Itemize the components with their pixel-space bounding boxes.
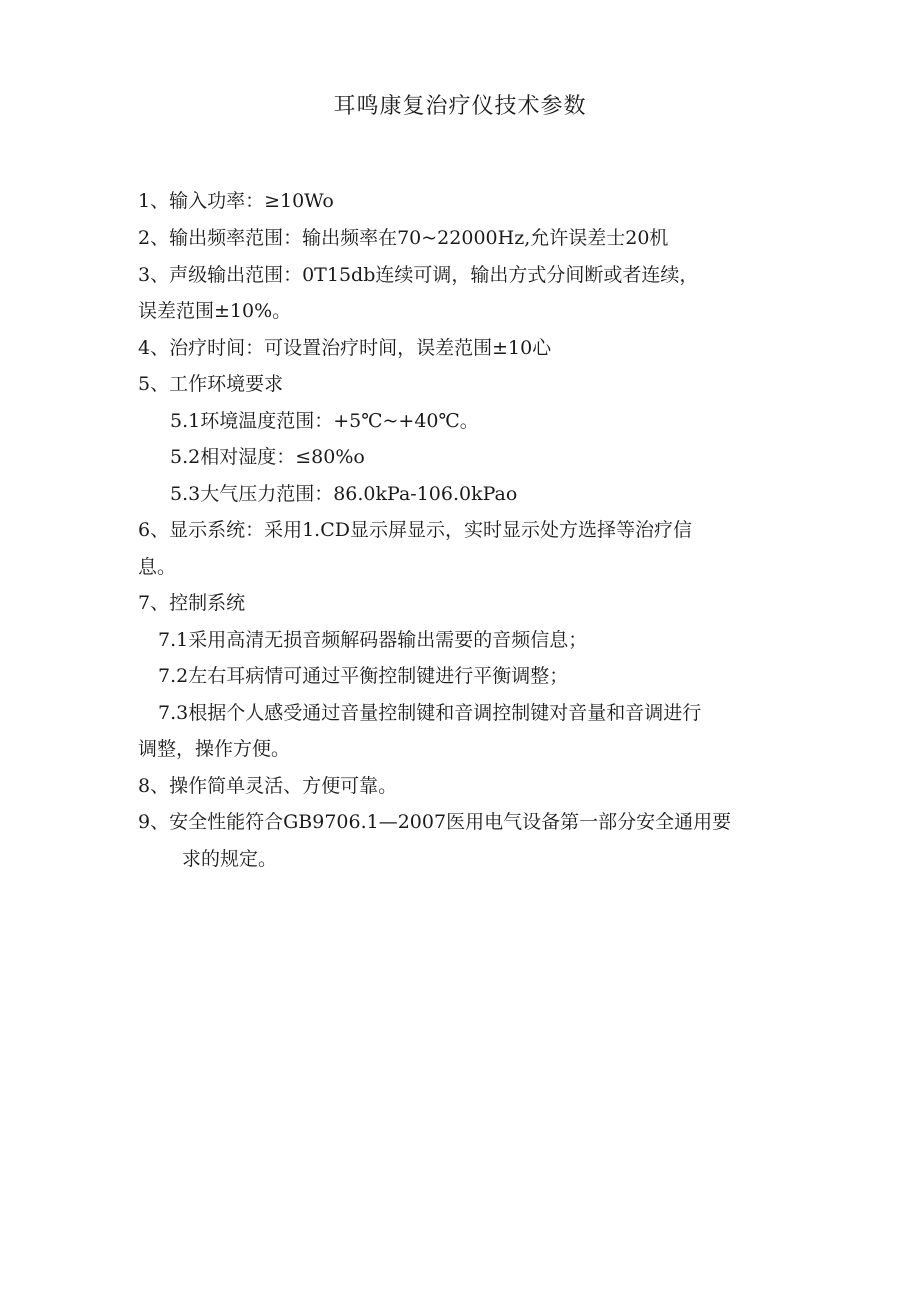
param-9-safety: 9、安全性能符合GB9706.1—2007医用电气设备第一部分安全通用要 [138,811,732,833]
param-6-display-cont: 息。 [138,556,177,578]
param-4-treatment-time: 4、治疗时间：可设置治疗时间，误差范围±10心 [138,337,552,359]
param-7-control: 7、控制系统 [138,592,246,614]
param-5-1-temperature: 5.1环境温度范围：+5℃~+40℃。 [170,410,479,432]
param-3-sound-level: 3、声级输出范围：0T15db连续可调，输出方式分间断或者连续， [138,264,699,286]
param-3-sound-level-cont: 误差范围±10%。 [138,300,292,322]
param-8-operation: 8、操作简单灵活、方便可靠。 [138,775,398,797]
param-6-display: 6、显示系统：采用1.CD显示屏显示，实时显示处方选择等治疗信 [138,519,692,541]
param-5-2-humidity: 5.2相对湿度：≤80%o [170,446,365,468]
param-9-safety-cont: 求的规定。 [182,848,278,870]
param-7-1-decoder: 7.1采用高清无损音频解码器输出需要的音频信息； [158,629,588,651]
param-7-3-volume-tone: 7.3根据个人感受通过音量控制键和音调控制键对音量和音调进行 [158,702,702,724]
document-title: 耳鸣康复治疗仪技术参数 [333,94,587,119]
param-5-3-pressure: 5.3大气压力范围：86.0kPa-106.0kPao [170,483,518,505]
param-5-environment: 5、工作环境要求 [138,373,284,395]
param-1-input-power: 1、输入功率：≥10Wo [138,190,334,212]
param-2-output-frequency: 2、输出频率范围：输出频率在70~22000Hz,允许误差士20机 [138,227,669,249]
param-7-2-balance: 7.2左右耳病情可通过平衡控制键进行平衡调整； [158,665,569,687]
param-7-3-volume-tone-cont: 调整，操作方便。 [138,738,291,760]
